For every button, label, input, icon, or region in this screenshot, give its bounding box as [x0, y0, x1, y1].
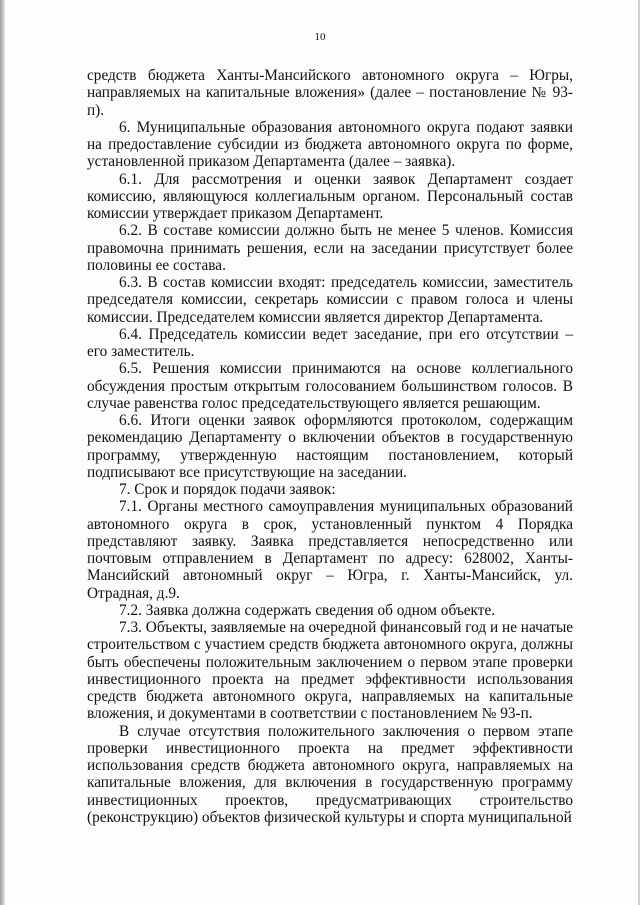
paragraph-6-2: 6.2. В составе комиссии должно быть не менее 5 членов. Комиссия правомочна принимать решения, если на заседании присутствует более половины ее состава. [87, 222, 573, 274]
paragraph-6-5: 6.5. Решения комиссии принимаются на основе коллегиального обсуждения простым открытым голосованием большинством голосов. В случае равенства голос председательствующего является решающим. [87, 360, 573, 412]
paragraph-6: 6. Муниципальные образования автономного округа подают заявки на предоставление субсидии из бюджета автономного округа по форме, установленной приказом Департамента (далее – заявка). [87, 118, 573, 171]
document-body [87, 67, 573, 826]
paragraph-no-conclusion: В случае отсутствия положительного заключения о первом этапе проверки инвестиционного проекта на предмет эффективности использования средств бюджета автономного округа, направляемых на капитальные вложения, для включения в государственную программу инвестиционных проектов, предусматривающих строительство (реконструкцию) объектов физической культуры и спорта муниципальной [87, 722, 573, 826]
paragraph-6-4: 6.4. Председатель комиссии ведет заседание, при его отсутствии – его заместитель. [87, 325, 573, 360]
paragraph-7: 7. Срок и порядок подачи заявок: [119, 481, 336, 498]
page-number: 10 [314, 31, 326, 43]
paragraph-7-1: 7.1. Органы местного самоуправления муниципальных образований автономного округа в срок, установленный пунктом 4 Порядка представляют заявку. Заявка представляется непосредственно или почтовым отправлением в Департамент по адресу: 628002, Ханты-Мансийский автономный округ – Югра, г. Ханты-Мансийск, ул. Отрадная, д.9. [87, 498, 573, 602]
paragraph-6-3: 6.3. В состав комиссии входят: председатель комиссии, заместитель председателя комиссии, секретарь комиссии с правом голоса и члены комиссии. Председателем комиссии является директор Департамента. [87, 274, 573, 326]
scan-edge-left [0, 0, 5, 905]
paragraph-7-3: 7.3. Объекты, заявляемые на очередной финансовый год и не начатые строительством с участием средств бюджета автономного округа, должны быть обеспечены положительным заключением о первом этапе проверки инвестиционного проекта на предмет эффективности использования средств бюджета автономного округа, направляемых на капитальные вложения, и документами в соответствии с постановлением № 93-п. [87, 619, 574, 723]
paragraph-continuation: средств бюджета Ханты-Мансийского автономного округа – Югры, направляемых на капитальные вложения» (далее – постановление № 93-п). [87, 67, 573, 119]
paragraph-7-2: 7.2. Заявка должна содержать сведения об одном объекте. [119, 601, 496, 619]
paragraph-6-6: 6.6. Итоги оценки заявок оформляются протоколом, содержащим рекомендацию Департаменту о включении объектов в государственную программу, утвержденную настоящим постановлением, который подписывают все присутствующие на заседании. [87, 412, 573, 481]
paragraph-6-1: 6.1. Для рассмотрения и оценки заявок Департамент создает комиссию, являющуюся коллегиальным органом. Персональный состав комиссии утверждает приказом Департамент. [87, 170, 573, 222]
